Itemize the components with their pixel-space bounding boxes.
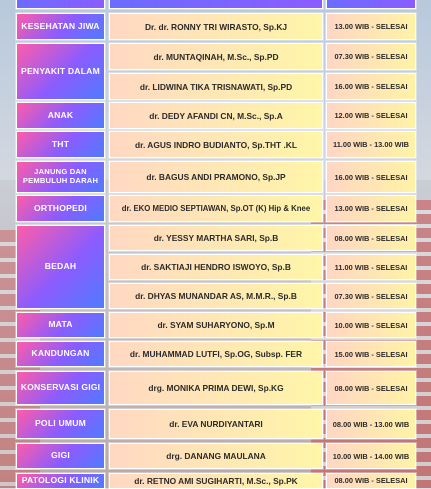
specialty-cell: KANDUNGAN [16, 341, 105, 367]
time-cell: 11.00 WIB - 13.00 WIB [326, 131, 416, 158]
specialty-cell: PATOLOGI KLINIK [16, 473, 105, 489]
table-row [16, 409, 416, 439]
time-cell: 08.00 WIB - SELESAI [326, 371, 416, 405]
time-cell: 16.00 WIB - SELESAI [326, 161, 416, 193]
table-row [16, 131, 416, 158]
time-cell: 13.00 WIB - SELESAI [326, 13, 416, 40]
time-cell: 13.00 WIB - SELESAI [326, 195, 416, 222]
time-cell: 08.00 WIB - 13.00 WIB [326, 409, 416, 439]
time-cell: 08.00 WIB - SELESAI [326, 225, 416, 251]
doctor-name-cell: dr. SAKTIAJI HENDRO ISWOYO, Sp.B [109, 254, 323, 280]
doctor-name-cell: Dr. dr. RONNY TRI WIRASTO, Sp.KJ [109, 13, 323, 40]
table-row [16, 13, 416, 40]
doctor-name-cell: dr. DEDY AFANDI CN, M.Sc., Sp.A [109, 102, 323, 129]
table-row [16, 371, 416, 405]
specialty-cell: KONSERVASI GIGI [16, 371, 105, 405]
header-doctor-cell [109, 0, 323, 9]
doctor-name-cell: dr. EKO MEDIO SEPTIAWAN, Sp.OT (K) Hip & Knee [109, 195, 323, 222]
doctor-name-cell: dr. SYAM SUHARYONO, Sp.M [109, 312, 323, 338]
table-row [16, 225, 416, 309]
doctor-name-cell: dr. LIDWINA TIKA TRISNAWATI, Sp.PD [109, 73, 323, 100]
time-cell: 11.00 WIB - SELESAI [326, 254, 416, 280]
specialty-cell: BEDAH [16, 225, 105, 309]
time-cell: 10.00 WIB - 14.00 WIB [326, 443, 416, 469]
table-row [16, 443, 416, 469]
header-specialty-cell [16, 0, 105, 9]
doctor-name-cell: dr. YESSY MARTHA SARI, Sp.B [109, 225, 323, 251]
specialty-cell: JANUNG DAN PEMBULUH DARAH [16, 161, 105, 193]
specialty-cell: MATA [16, 312, 105, 338]
doctor-name-cell: dr. DHYAS MUNANDAR AS, M.M.R., Sp.B [109, 283, 323, 309]
header-time-cell [326, 0, 416, 9]
doctor-name-cell: dr. RETNO AMI SUGIHARTI, M.Sc., Sp.PK [109, 473, 323, 489]
time-cell: 08.00 WIB - SELESAI [326, 473, 416, 489]
specialty-cell: ORTHOPEDI [16, 195, 105, 222]
time-cell: 15.00 WIB - SELESAI [326, 341, 416, 367]
doctor-name-cell: dr. AGUS INDRO BUDIANTO, Sp.THT .KL [109, 131, 323, 158]
table-row [16, 341, 416, 367]
specialty-cell: THT [16, 131, 105, 158]
doctor-name-cell: dr. MUHAMMAD LUTFI, Sp.OG, Subsp. FER [109, 341, 323, 367]
doctor-name-cell: dr. EVA NURDIYANTARI [109, 409, 323, 439]
table-row [16, 473, 416, 489]
time-cell: 07.30 WIB - SELESAI [326, 283, 416, 309]
time-cell: 16.00 WIB - SELESAI [326, 73, 416, 100]
header-row [16, 0, 416, 9]
table-row [16, 161, 416, 193]
doctor-name-cell: dr. BAGUS ANDI PRAMONO, Sp.JP [109, 161, 323, 193]
doctor-name-cell: drg. MONIKA PRIMA DEWI, Sp.KG [109, 371, 323, 405]
time-cell: 07.30 WIB - SELESAI [326, 43, 416, 70]
table-row [16, 43, 416, 100]
specialty-cell: PENYAKIT DALAM [16, 43, 105, 100]
time-cell: 10.00 WIB - SELESAI [326, 312, 416, 338]
doctor-name-cell: drg. DANANG MAULANA [109, 443, 323, 469]
specialty-cell: ANAK [16, 102, 105, 129]
table-row [16, 195, 416, 222]
doctor-name-cell: dr. MUNTAQINAH, M.Sc., Sp.PD [109, 43, 323, 70]
table-row [16, 102, 416, 129]
specialty-cell: KESEHATAN JIWA [16, 13, 105, 40]
specialty-cell: POLI UMUM [16, 409, 105, 439]
table-row [16, 312, 416, 338]
time-cell: 12.00 WIB - SELESAI [326, 102, 416, 129]
specialty-cell: GIGI [16, 443, 105, 469]
